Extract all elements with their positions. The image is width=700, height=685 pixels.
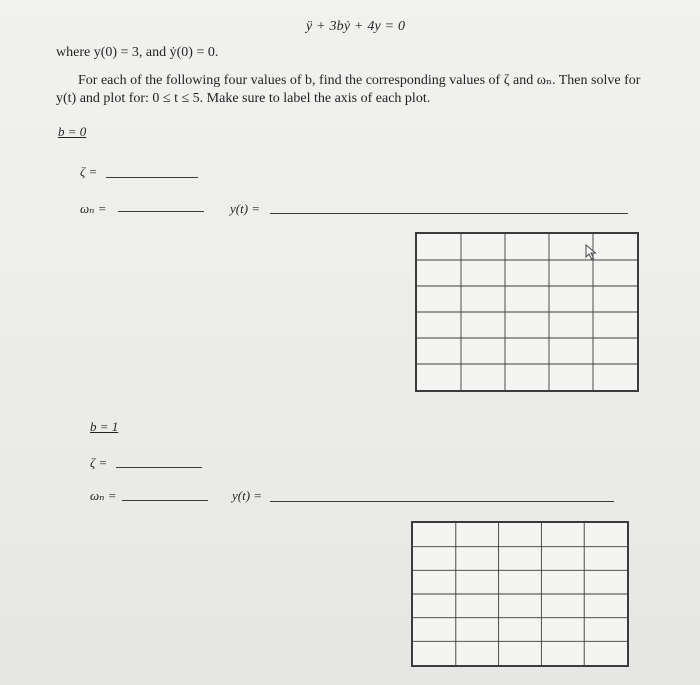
section-b0-plot-grid[interactable]	[415, 232, 639, 392]
mouse-pointer-icon	[584, 244, 598, 260]
section-b1-zeta-label: ζ =	[90, 455, 108, 470]
instructions-line-1: For each of the following four values of b, find the corresponding values of ζ and ωₙ. Then solve for	[78, 73, 641, 88]
section-b1-omega-blank[interactable]	[122, 500, 208, 501]
section-b1-grid-lines	[413, 523, 627, 665]
section-b0-omega-label: ωₙ =	[80, 201, 107, 216]
section-b0-heading: b = 0	[58, 124, 87, 139]
section-b0-zeta-label: ζ =	[80, 164, 98, 179]
section-b1-heading: b = 1	[90, 419, 119, 434]
differential-equation: ÿ + 3bẏ + 4y = 0	[306, 19, 406, 34]
section-b1-y-label: y(t) =	[232, 488, 263, 503]
section-b0-y-label: y(t) =	[230, 201, 261, 216]
section-b1-y-blank[interactable]	[270, 501, 614, 502]
section-b1-plot-grid[interactable]	[411, 521, 629, 667]
section-b0-y-blank[interactable]	[270, 213, 628, 214]
section-b1-zeta-blank[interactable]	[116, 467, 202, 468]
section-b0-omega-blank[interactable]	[118, 211, 204, 212]
instructions	[56, 72, 656, 108]
section-b0-grid-lines	[417, 234, 637, 390]
section-b0-zeta-blank[interactable]	[106, 177, 198, 178]
initial-conditions: where y(0) = 3, and ẏ(0) = 0.	[56, 45, 219, 60]
section-b1-omega-label: ωₙ =	[90, 488, 117, 503]
instructions-line-2: y(t) and plot for: 0 ≤ t ≤ 5. Make sure to label the axis of each plot.	[56, 91, 431, 106]
